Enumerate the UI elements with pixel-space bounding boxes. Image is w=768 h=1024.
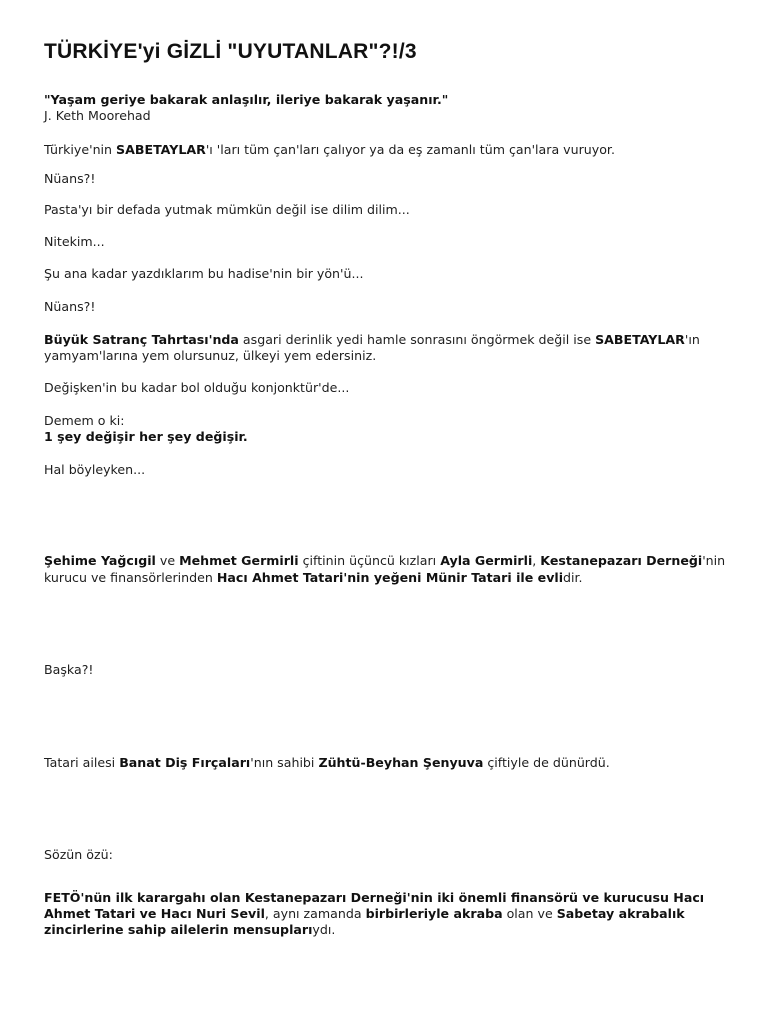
p11-text-f: , bbox=[532, 553, 541, 568]
p11-text-k: dir. bbox=[563, 570, 583, 585]
p11-text-h: 'nin bbox=[702, 553, 726, 568]
quote-text: "Yaşam geriye bakarak anlaşılır, ileriye bakarak yaşanır." bbox=[44, 92, 449, 107]
paragraph-7-line-1 bbox=[44, 332, 700, 348]
p1-bold-sabetaylar: SABETAYLAR bbox=[116, 142, 206, 157]
p15-text-l2d: olan ve bbox=[502, 906, 557, 921]
p11-text-d: çiftinin üçüncü kızları bbox=[298, 553, 441, 568]
p7-text-b: asgari derinlik yedi hamle sonrasını öngörmek değil ise bbox=[238, 332, 596, 347]
p13-text-a: Tatari ailesi bbox=[44, 755, 120, 770]
paragraph-9-line-2 bbox=[44, 429, 248, 445]
p1-text-c: 'ı 'ları tüm çan'ları çalıyor ya da eş zamanlı tüm çan'lara vuruyor. bbox=[205, 142, 615, 157]
p15-text-l3b: ydı. bbox=[312, 922, 336, 937]
paragraph-7-line-2: yamyam'larına yem olursunuz, ülkeyi yem edersiniz. bbox=[44, 348, 377, 363]
paragraph-9-line-1: Demem o ki: bbox=[44, 413, 125, 428]
p11-text-b: ve bbox=[155, 553, 180, 568]
epigraph-author: J. Keth Moorehad bbox=[44, 108, 151, 123]
p11-bold-e: Ayla Germirli bbox=[440, 553, 533, 568]
p15-bold-l2a: Ahmet Tatari ve Hacı Nuri Sevil bbox=[44, 906, 265, 921]
paragraph-2: Nüans?! bbox=[44, 171, 96, 186]
p13-bold-b: Banat Diş Fırçaları bbox=[119, 755, 251, 770]
p15-bold-l2c: birbirleriyle akraba bbox=[365, 906, 503, 921]
p15-text-l2b: , aynı zamanda bbox=[264, 906, 366, 921]
paragraph-10: Hal böyleyken... bbox=[44, 462, 146, 477]
paragraph-5: Şu ana kadar yazdıklarım bu hadise'nin bir yön'ü... bbox=[44, 266, 364, 281]
paragraph-13 bbox=[44, 755, 610, 771]
p15-bold-l1: FETÖ'nün ilk karargahı olan Kestanepazarı Derneği'nin iki önemli finansörü ve kurucusu Hacı bbox=[44, 890, 705, 905]
paragraph-8: Değişken'in bu kadar bol olduğu konjonktür'de... bbox=[44, 380, 350, 395]
p13-text-e: çiftiyle de dünürdü. bbox=[483, 755, 610, 770]
paragraph-12: Başka?! bbox=[44, 662, 94, 677]
p15-bold-l2e: Sabetay akrabalık bbox=[556, 906, 685, 921]
p1-text-a: Türkiye'nin bbox=[44, 142, 117, 157]
paragraph-6: Nüans?! bbox=[44, 299, 96, 314]
paragraph-15-line-1 bbox=[44, 890, 704, 906]
p11-bold-a: Şehime Yağcıgil bbox=[44, 553, 156, 568]
p11-bold-c: Mehmet Germirli bbox=[179, 553, 299, 568]
paragraph-1 bbox=[44, 142, 615, 158]
p13-bold-d: Zühtü-Beyhan Şenyuva bbox=[318, 755, 484, 770]
epigraph-quote bbox=[44, 92, 448, 108]
paragraph-4: Nitekim... bbox=[44, 234, 105, 249]
paragraph-11-line-1 bbox=[44, 553, 725, 569]
paragraph-15-line-2 bbox=[44, 906, 685, 922]
paragraph-11-line-2 bbox=[44, 570, 583, 586]
p13-text-c: 'nın sahibi bbox=[250, 755, 319, 770]
p11-text-i: kurucu ve finansörlerinden bbox=[44, 570, 217, 585]
p11-bold-g: Kestanepazarı Derneği bbox=[540, 553, 703, 568]
p9-bold: 1 şey değişir her şey değişir. bbox=[44, 429, 248, 444]
p11-bold-j: Hacı Ahmet Tatari'nin yeğeni Münir Tatari ile evli bbox=[216, 570, 564, 585]
p7-bold-c: SABETAYLAR bbox=[595, 332, 685, 347]
page-title: TÜRKİYE'yi GİZLİ "UYUTANLAR"?!/3 bbox=[44, 40, 417, 63]
paragraph-15-line-3 bbox=[44, 922, 335, 938]
p7-bold-a: Büyük Satranç Tahrtası'nda bbox=[44, 332, 239, 347]
paragraph-14: Sözün özü: bbox=[44, 847, 113, 862]
paragraph-3: Pasta'yı bir defada yutmak mümkün değil ise dilim dilim... bbox=[44, 202, 410, 217]
p7-text-d: 'ın bbox=[684, 332, 700, 347]
p15-bold-l3a: zincirlerine sahip ailelerin mensupları bbox=[44, 922, 313, 937]
